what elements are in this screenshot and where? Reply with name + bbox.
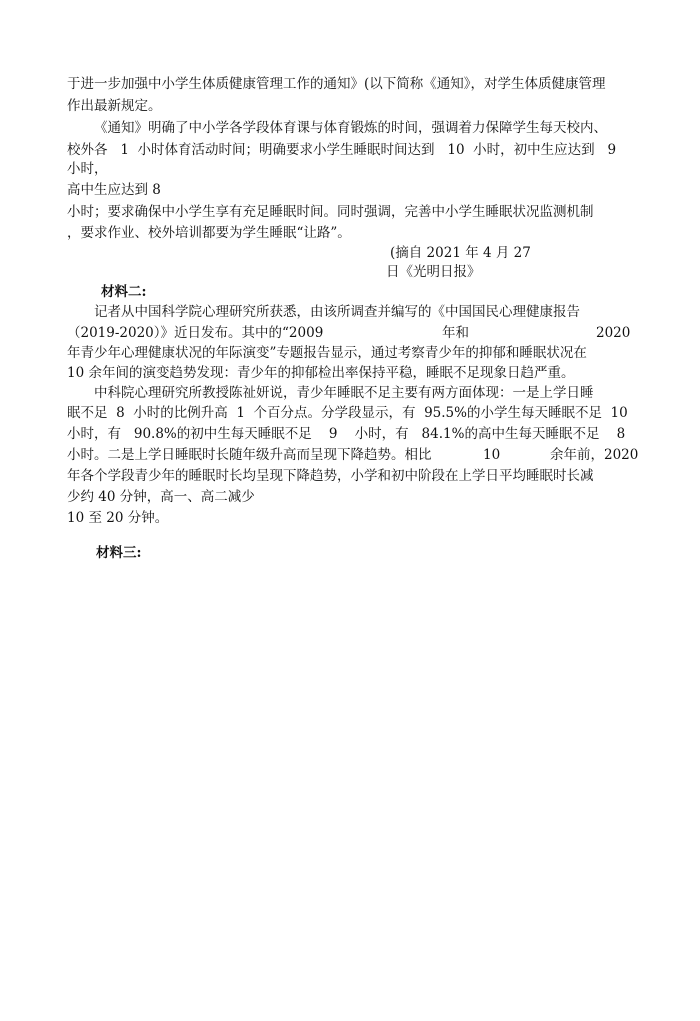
paragraph-line: 高中生应达到 8 bbox=[67, 182, 161, 198]
paragraph-line: 小时；要求确保中小学生享有充足睡眠时间。同时强调，完善中小学生睡眠状况监测机制 bbox=[67, 204, 594, 220]
paragraph-line: 年青少年心理健康状况的年际演变”专题报告显示，通过考察青少年的抑郁和睡眠状况在 bbox=[67, 345, 587, 361]
paragraph-line: 少约 40 分钟，高一、高二减少 bbox=[67, 489, 255, 505]
section-heading: 材料三: bbox=[96, 545, 142, 561]
paragraph-line: 10 bbox=[483, 447, 501, 463]
paragraph-line: 校外各 1 小时体育活动时间；明确要求小学生睡眠时间达到 10 小时，初中生应达到 9 bbox=[67, 142, 617, 158]
source-citation: (摘自 2021 年 4 月 27 bbox=[390, 245, 531, 261]
paragraph-line: 《通知》明确了中小学各学段体育课与体育锻炼的时间，强调着力保障学生每天校内、 bbox=[94, 120, 607, 136]
paragraph-line: 作出最新规定。 bbox=[67, 98, 162, 114]
section-heading: 材料二: bbox=[101, 284, 147, 300]
source-citation: 日《光明日报》 bbox=[386, 264, 481, 280]
paragraph-line: 眠不足 8 小时的比例升高 1 个百分点。分学段显示，有 95.5%的小学生每天睡眠不足 10 bbox=[67, 405, 628, 421]
paragraph-line: 年和 bbox=[442, 325, 469, 341]
paragraph-line: 小时。二是上学日睡眠时长随年级升高而呈现下降趋势。相比 bbox=[67, 447, 432, 463]
paragraph-line: （2019-2020）》近日发布。其中的“2009 bbox=[67, 325, 324, 341]
paragraph-line: 10 余年间的演变趋势发现：青少年的抑郁检出率保持平稳，睡眠不足现象日趋严重。 bbox=[67, 365, 575, 381]
paragraph-line: 记者从中国科学院心理研究所获悉，由该所调查并编写的《中国国民心理健康报告 bbox=[94, 304, 580, 320]
paragraph-line: 年各个学段青少年的睡眠时长均呈现下降趋势，小学和初中阶段在上学日平均睡眠时长减 bbox=[67, 468, 594, 484]
paragraph-line: 小时， bbox=[67, 161, 108, 177]
paragraph-line: 中科院心理研究所教授陈祉妍说，青少年睡眠不足主要有两方面体现：一是上学日睡 bbox=[94, 385, 594, 401]
paragraph-line: 2020 bbox=[596, 325, 631, 341]
paragraph-line: ，要求作业、校外培训都要为学生睡眠“让路”。 bbox=[67, 225, 351, 241]
paragraph-line: 于进一步加强中小学生体质健康管理工作的通知》(以下简称《通知》，对学生体质健康管理 bbox=[67, 76, 606, 92]
paragraph-line: 小时，有 90.8%的初中生每天睡眠不足 9 小时，有 84.1%的高中生每天睡眠不足 8 bbox=[67, 426, 626, 442]
paragraph-line: 余年前，2020 bbox=[550, 447, 639, 463]
paragraph-line: 10 至 20 分钟。 bbox=[67, 510, 169, 526]
